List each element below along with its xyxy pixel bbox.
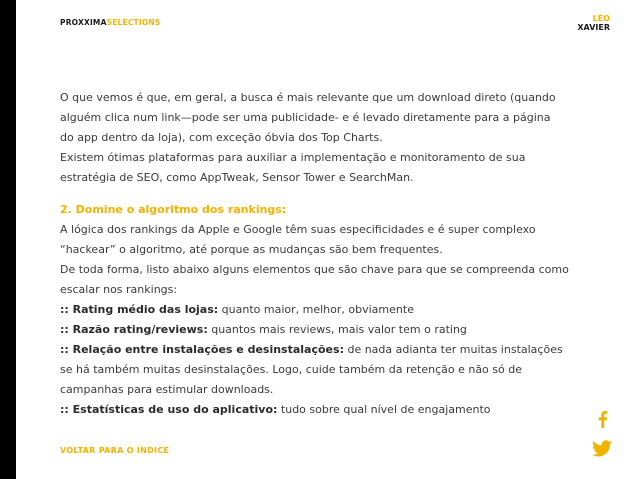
section-line: “hackear” o algoritmo, até porque as mudanças são bem frequentes. (60, 243, 443, 256)
list-item-text: quanto maior, melhor, obviamente (218, 303, 414, 316)
list-item-text: de nada adianta ter muitas instalações (343, 343, 563, 356)
article-body (60, 88, 600, 420)
section-line: escalar nos rankings: (60, 283, 178, 296)
back-to-index-link[interactable]: VOLTAR PARA O ÍNDICE (60, 446, 170, 455)
list-item-continuation: se há também muitas desinstalações. Logo, cuide também da retenção e não só de (60, 363, 522, 376)
brand-logo (60, 18, 161, 27)
section-line: A lógica dos rankings da Apple e Google têm suas especificidades e é super complexo (60, 223, 536, 236)
twitter-icon[interactable] (592, 440, 612, 457)
author-last-name: XAVIER (577, 23, 610, 32)
list-item-text: quantos mais reviews, mais valor tem o rating (207, 323, 467, 336)
intro-line: alguém clica num link—pode ser uma publicidade- e é levado diretamente para a página (60, 111, 551, 124)
list-item-label: :: Estatísticas de uso do aplicativo: (60, 403, 278, 416)
list-item (60, 300, 600, 320)
list-item-text: tudo sobre qual nível de engajamento (277, 403, 491, 416)
list-item-label: :: Rating médio das lojas: (60, 303, 219, 316)
list-item-continuation: campanhas para estimular downloads. (60, 383, 274, 396)
paragraph-gap (60, 188, 600, 200)
section-line: De toda forma, listo abaixo alguns elementos que são chave para que se compreenda como (60, 263, 569, 276)
brand-name-proxxima: PROXXIMA (60, 18, 107, 27)
intro-line: estratégia de SEO, como AppTweak, Sensor Tower e SearchMan. (60, 171, 414, 184)
list-item (60, 340, 600, 360)
facebook-icon[interactable] (594, 410, 612, 428)
left-black-bar (0, 0, 16, 479)
intro-line: Existem ótimas plataformas para auxiliar a implementação e monitoramento de sua (60, 151, 526, 164)
list-item-label: :: Razão rating/reviews: (60, 323, 208, 336)
intro-line: O que vemos é que, em geral, a busca é mais relevante que um download direto (quando (60, 91, 556, 104)
author-first-name: LÉO (592, 14, 610, 23)
list-item (60, 400, 600, 420)
list-item-label: :: Relação entre instalações e desinstalações: (60, 343, 344, 356)
author-logo (577, 14, 610, 32)
brand-name-selections: SELECTIONS (106, 18, 161, 27)
list-item (60, 320, 600, 340)
section-title: 2. Domine o algoritmo dos rankings: (60, 203, 287, 216)
intro-line: do app dentro da loja), com exceção óbvia dos Top Charts. (60, 131, 383, 144)
